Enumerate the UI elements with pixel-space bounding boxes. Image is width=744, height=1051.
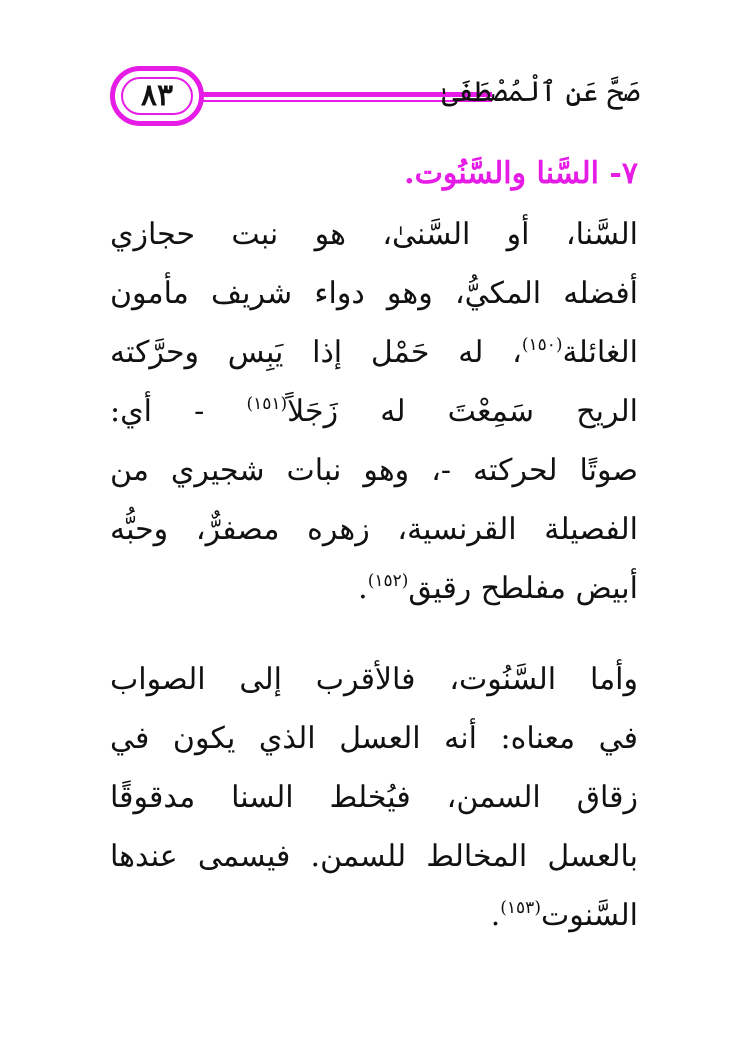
footnote-ref: (١٥١) (246, 394, 288, 414)
paragraph-1 (110, 205, 638, 618)
page-number-badge (110, 66, 204, 126)
text-line: في معناه: أنه العسل الذي يكون في (110, 721, 638, 756)
running-header-title: صَحَّ عَنِ ٱلْمُصْطَفَىٰ (441, 75, 640, 108)
footnote-ref: (١٥٠) (521, 335, 563, 355)
text-line: السَّنا، أو السَّنىٰ، هو نبت حجازي (110, 217, 638, 252)
text-line: صوتًا لحركته -، وهو نبات شجيري من (110, 453, 638, 488)
text-line: السَّنوت$^{(١٥٣)}$. (490, 898, 638, 933)
text-line: الفصيلة القرنسية، زهره مصفرٌّ، وحبُّه (110, 512, 638, 547)
text-line: زقاق السمن، فيُخلط السنا مدقوقًا (110, 780, 638, 815)
text-line: أبيض مفلطح رقيق$^{(١٥٢)}$. (358, 571, 638, 606)
page-header (110, 66, 640, 130)
footnote-ref: (١٥٣) (500, 898, 541, 918)
text-line: بالعسل المخالط للسمن. فيسمى عندها (110, 839, 638, 874)
text-line: وأما السَّنُوت، فالأقرب إلى الصواب (110, 662, 638, 697)
text-line: أفضله المكيُّ، وهو دواء شريف مأمون (110, 276, 638, 311)
text-line: الريح سَمِعْتَ له زَجَلاً$^{(١٥١)}$ - أي: (110, 394, 638, 429)
paragraph-2 (110, 650, 638, 945)
section-heading: ٧- السَّنا والسَّنُوت. (404, 156, 638, 191)
page-number: ٨٣ (140, 78, 174, 113)
text-line: الغائلة$^{(١٥٠)}$، له حَمْل إذا يَبِس وحرَّكته (110, 335, 638, 370)
footnote-ref: (١٥٢) (367, 571, 409, 591)
